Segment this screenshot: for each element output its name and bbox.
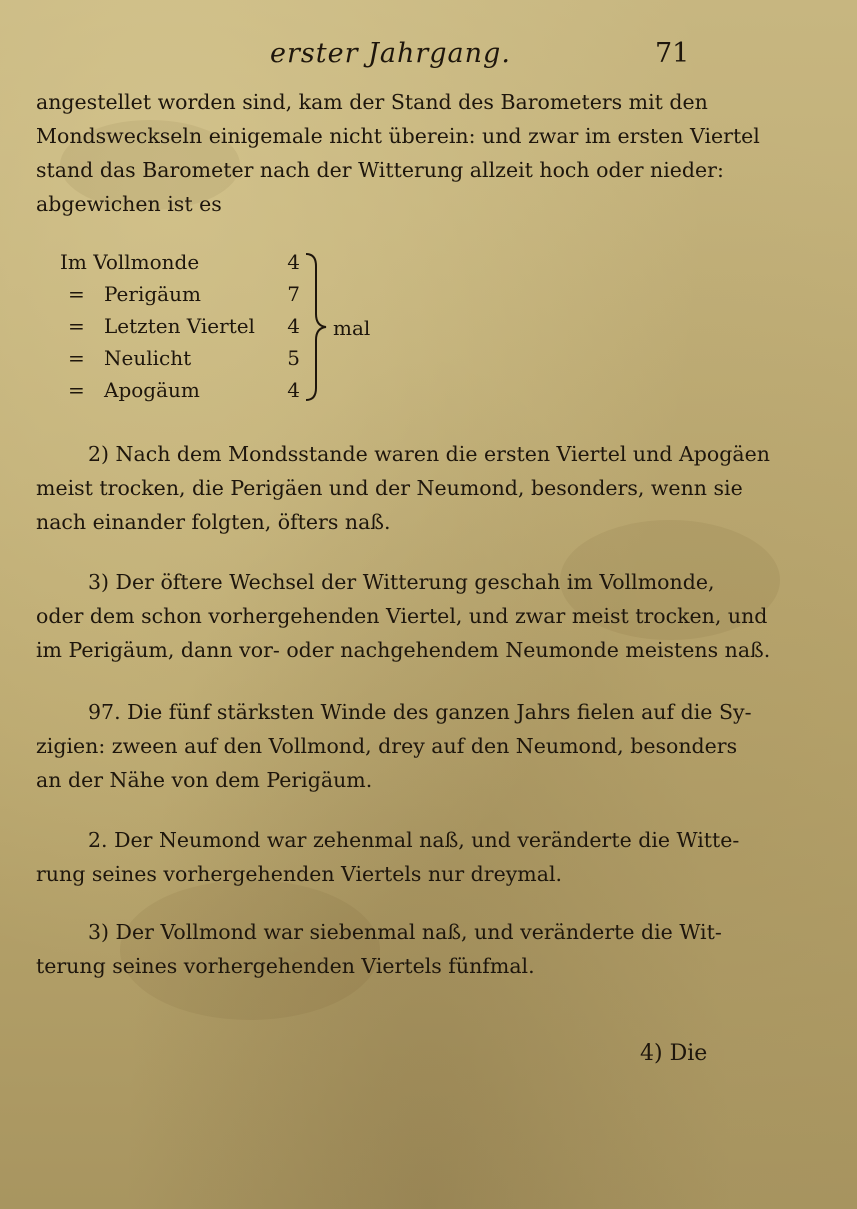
text-line: 3) Der öftere Wechsel der Witterung geschah im Vollmonde, (88, 570, 715, 594)
ditto-mark: = (68, 346, 85, 370)
ditto-mark: = (68, 314, 85, 338)
list-unit: mal (333, 316, 371, 340)
deviation-list (40, 250, 400, 410)
text-line: im Perigäum, dann vor- oder nachgehendem Neumonde meistens naß. (36, 638, 771, 662)
curly-brace-icon (302, 252, 332, 402)
text-line: rung seines vorhergehenden Viertels nur dreymal. (36, 862, 563, 886)
text-line: zigien: zween auf den Vollmond, drey auf den Neumond, besonders (36, 734, 738, 758)
text-line: Mondsweckseln einigemale nicht überein: und zwar im ersten Viertel (36, 124, 760, 148)
text-line: meist trocken, die Perigäen und der Neumond, besonders, wenn sie (36, 476, 743, 500)
text-line: terung seines vorhergehenden Viertels fünfmal. (36, 954, 535, 978)
text-line: nach einander folgten, öfters naß. (36, 510, 391, 534)
list-item-count: 5 (287, 346, 300, 370)
list-item (40, 314, 340, 342)
text-line: 2. Der Neumond war zehenmal naß, und veränderte die Witte- (88, 828, 740, 852)
list-item-name: Im Vollmonde (60, 250, 200, 274)
list-item-count: 4 (287, 378, 300, 402)
list-item-count: 7 (287, 282, 300, 306)
text-line: stand das Barometer nach der Witterung allzeit hoch oder nieder: (36, 158, 724, 182)
list-item (40, 378, 340, 406)
list-item (40, 282, 340, 310)
list-item-name: Letzten Viertel (104, 314, 255, 338)
paper-stain (120, 880, 380, 1020)
text-line: 97. Die fünf stärksten Winde des ganzen Jahrs fielen auf die Sy- (88, 700, 752, 724)
page-number: 71 (655, 38, 690, 69)
catchword: 4) Die (640, 1041, 708, 1066)
list-item (40, 346, 340, 374)
ditto-mark: = (68, 378, 85, 402)
ditto-mark: = (68, 282, 85, 306)
text-line: oder dem schon vorhergehenden Viertel, und zwar meist trocken, und (36, 604, 768, 628)
list-item-count: 4 (287, 250, 300, 274)
text-line: 2) Nach dem Mondsstande waren die ersten Viertel und Apogäen (88, 442, 770, 466)
text-line: an der Nähe von dem Perigäum. (36, 768, 373, 792)
list-item-name: Neulicht (104, 346, 192, 370)
list-item-count: 4 (287, 314, 300, 338)
text-line: angestellet worden sind, kam der Stand des Barometers mit den (36, 90, 708, 114)
text-line: 3) Der Vollmond war siebenmal naß, und veränderte die Wit- (88, 920, 722, 944)
list-item-name: Apogäum (104, 378, 200, 402)
list-item-name: Perigäum (104, 282, 201, 306)
list-item (40, 250, 340, 278)
page-header (0, 38, 857, 78)
running-head: erster Jahrgang. (270, 38, 511, 69)
text-line: abgewichen ist es (36, 192, 222, 216)
